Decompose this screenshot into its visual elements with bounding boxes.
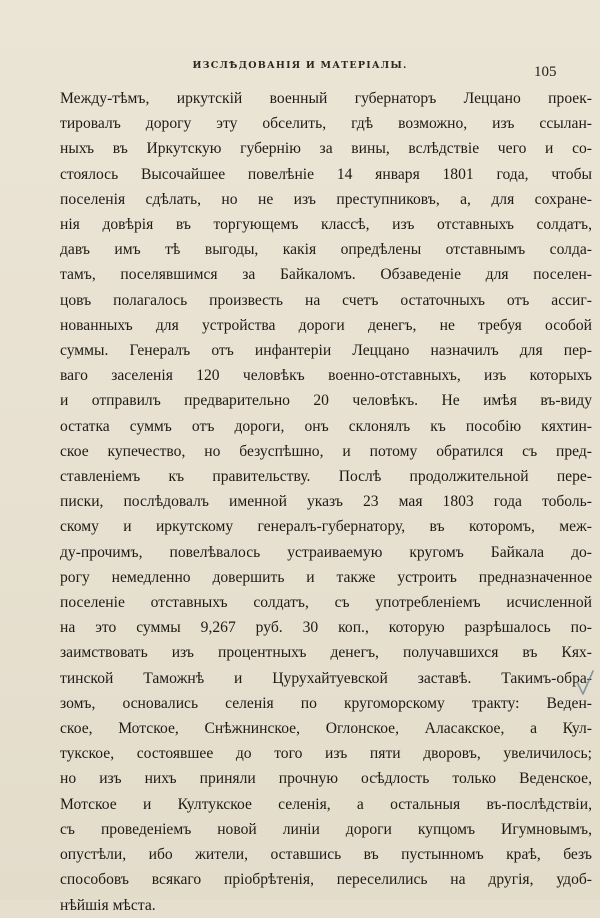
text-line: нѣйшія мѣста.: [60, 896, 156, 914]
text-line: ское, Мотское, Снѣжнинское, Оглонское, Аласакское, а Кул-: [60, 720, 592, 738]
text-line: поселенія сдѣлать, но не изъ преступниковъ, а, для сохране-: [60, 190, 592, 208]
text-line: зомъ, основались селенія по кругоморскому тракту: Веден-: [60, 694, 592, 712]
text-line: но изъ нихъ приняли прочную осѣдлость только Веденское,: [60, 770, 592, 788]
text-line: остатка суммъ отъ дороги, онъ склонялъ къ пособію кяхтин-: [60, 417, 592, 435]
text-line: ставленіемъ къ правительству. Послѣ продолжительной пере-: [60, 468, 592, 486]
body-text: [60, 86, 592, 918]
text-line: ныхъ въ Иркутскую губернію за вины, вслѣдствіе чего и со-: [60, 140, 592, 158]
text-line: Между-тѣмъ, иркутскій военный губернаторъ Леццано проек-: [60, 90, 592, 107]
pencil-check-mark: [574, 668, 596, 700]
text-line: опустѣли, ибо жители, оставшись въ пустынномъ краѣ, безъ: [60, 846, 592, 864]
running-title: ИЗСЛѢДОВАНІЯ И МАТЕРІАЛЫ.: [192, 60, 408, 71]
text-line: суммы. Генералъ отъ инфантеріи Леццано назначилъ для пер-: [60, 342, 592, 360]
text-line: нованныхъ для устройства дороги денегъ, не требуя особой: [60, 316, 592, 334]
text-line: тамъ, поселявшимся за Байкаломъ. Обзаведеніе для поселен-: [60, 266, 592, 284]
text-line: тировалъ дорогу эту обселить, гдѣ возможно, изъ ссылан-: [60, 115, 592, 133]
text-line: и отправилъ предварительно 20 человѣкъ. Не имѣя въ-виду: [60, 392, 592, 410]
text-line: тинской Таможнѣ и Цурухайтуевской заставѣ. Такимъ-обра-: [60, 669, 592, 687]
text-line: стоялось Высочайшее повелѣніе 14 января 1801 года, чтобы: [60, 165, 592, 183]
text-line: скому и иркутскому генералъ-губернатору, въ которомъ, меж-: [60, 518, 592, 536]
text-line: Мотское и Култукское селенія, а остальныя въ-послѣдствіи,: [60, 795, 592, 813]
text-line: заимствовать изъ процентныхъ денегъ, получавшихся въ Кях-: [60, 644, 592, 662]
text-line: тукское, состоявшее до того изъ пяти дворовъ, увеличилось;: [60, 745, 592, 763]
text-line: писки, послѣдовалъ именной указъ 23 мая 1803 года тоболь-: [60, 493, 592, 511]
text-line: ду-прочимъ, повелѣвалось устраиваемую кругомъ Байкала до-: [60, 543, 592, 561]
text-line: способовъ всякаго пріобрѣтенія, переселились на другія, удоб-: [60, 871, 592, 889]
text-line: давъ имъ тѣ выгоды, какія опредѣлены отставнымъ солда-: [60, 241, 592, 259]
text-line: поселеніе отставныхъ солдатъ, съ употребленіемъ исчисленной: [60, 594, 592, 612]
text-line: съ проведеніемъ новой линіи дороги купцомъ Игумновымъ,: [60, 820, 592, 838]
text-line: ское купечество, но безуспѣшно, и потому обратился съ пред-: [60, 442, 592, 460]
page-number: 105: [534, 64, 557, 80]
text-line: ваго заселенія 120 человѣкъ военно-отставныхъ, изъ которыхъ: [60, 367, 592, 385]
text-line: на это суммы 9,267 руб. 30 коп., которую разрѣшалось по-: [60, 619, 592, 637]
text-line: рогу немедленно довершить и также устроить предназначенное: [60, 568, 592, 586]
text-line: нія довѣрія въ торгующемъ классѣ, изъ отставныхъ солдатъ,: [60, 216, 592, 234]
text-line: цовъ полагалось произвесть на счетъ остаточныхъ отъ ассиг-: [60, 291, 592, 309]
